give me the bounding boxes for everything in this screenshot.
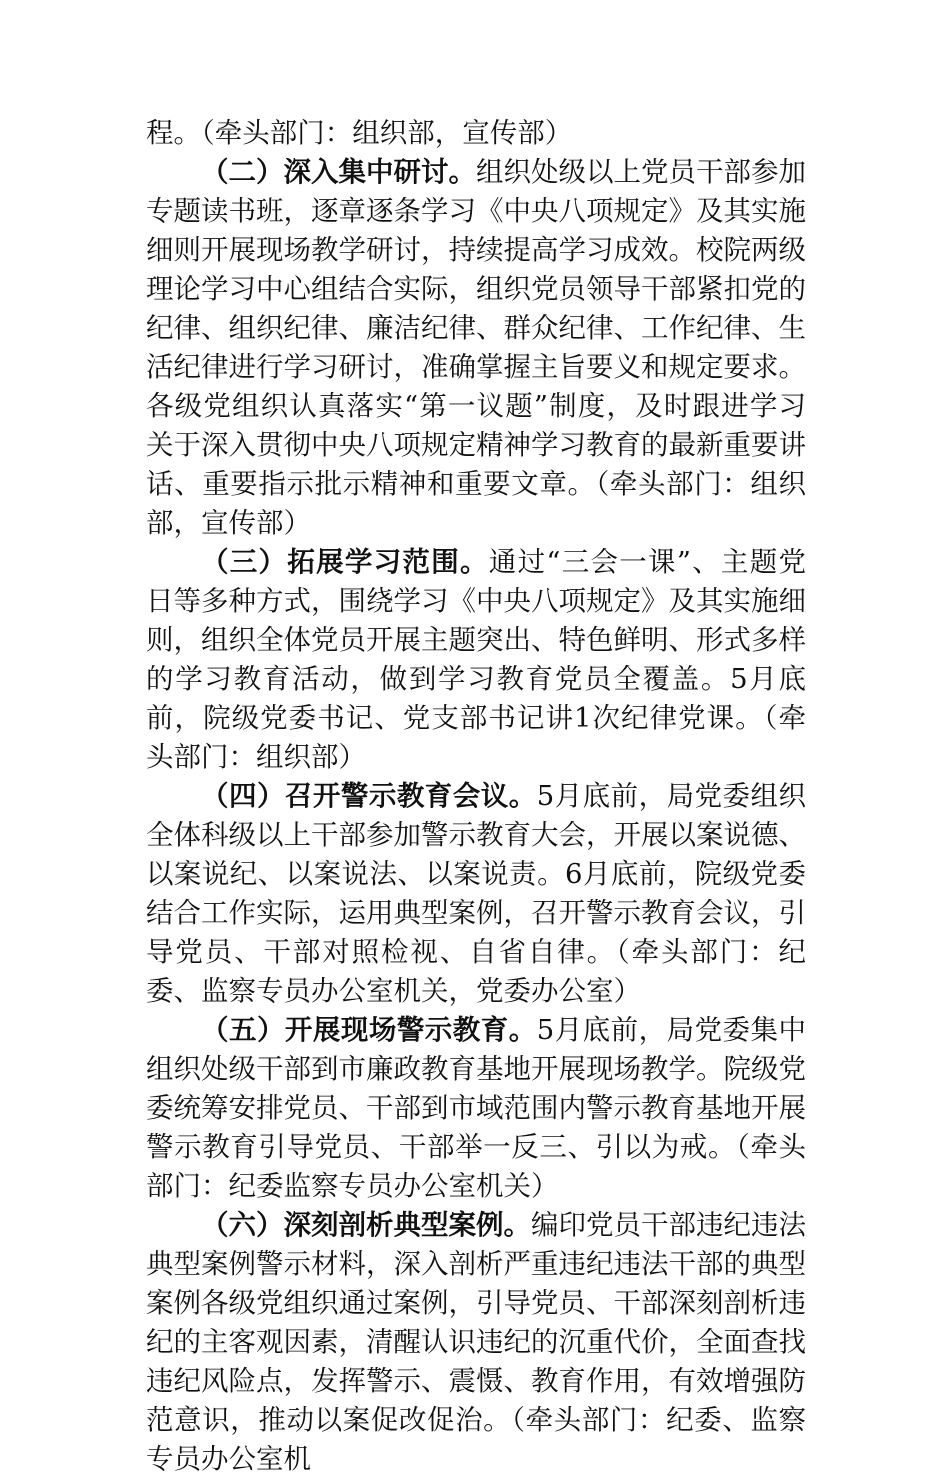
paragraph-section-6 bbox=[146, 1206, 806, 1479]
paragraph-body: 5月底前，局党委集中组织处级干部到市廉政教育基地开展现场教学。院级党委统筹安排党员、干部到市域范围内警示教育基地开展警示教育引导党员、干部举一反三、引以为戒。（牵头部门：纪委监察专员办公室机关） bbox=[146, 1014, 807, 1202]
paragraph-body: 组织处级以上党员干部参加专题读书班，逐章逐条学习《中央八项规定》及其实施细则开展现场教学研讨，持续提高学习成效。校院两级理论学习中心组结合实际，组织党员领导干部紧扣党的纪律、组织纪律、廉洁纪律、群众纪律、工作纪律、生活纪律进行学习研讨，准确掌握主旨要义和规定要求。各级党组织认真落实“第一议题”制度，及时跟进学习关于深入贯彻中央八项规定精神学习教育的最新重要讲话、重要指示批示精神和重要文章。（牵头部门：组织部，宣传部） bbox=[146, 156, 806, 539]
paragraph-section-4 bbox=[146, 777, 806, 1011]
section-heading: （二）深入集中研讨。 bbox=[201, 156, 476, 188]
paragraph-body: 5月底前，局党委组织全体科级以上干部参加警示教育大会，开展以案说德、以案说纪、以案说法、以案说责。6月底前，院级党委结合工作实际，运用典型案例，召开警示教育会议，引导党员、干部对照检视、自省自律。（牵头部门：纪委、监察专员办公室机关，党委办公室） bbox=[146, 780, 807, 1007]
paragraph-section-2 bbox=[146, 153, 806, 543]
paragraph-section-3 bbox=[146, 543, 806, 777]
section-heading: （三）拓展学习范围。 bbox=[201, 546, 489, 578]
section-heading: （六）深刻剖析典型案例。 bbox=[201, 1209, 531, 1241]
document-page bbox=[146, 114, 806, 1479]
section-heading: （四）召开警示教育会议。 bbox=[201, 780, 537, 812]
paragraph-continuation bbox=[146, 114, 806, 153]
paragraph-section-5 bbox=[146, 1011, 806, 1206]
paragraph-body: 编印党员干部违纪违法典型案例警示材料，深入剖析严重违纪违法干部的典型案例各级党组织通过案例，引导党员、干部深刻剖析违纪的主客观因素，清醒认识违纪的沉重代价，全面查找违纪风险点，发挥警示、震慑、教育作用，有效增强防范意识，推动以案促改促治。（牵头部门：纪委、监察专员办公室机 bbox=[146, 1209, 806, 1475]
paragraph-body: 程。（牵头部门：组织部，宣传部） bbox=[146, 117, 573, 149]
section-heading: （五）开展现场警示教育。 bbox=[201, 1014, 537, 1046]
paragraph-body: 通过“三会一课”、主题党日等多种方式，围绕学习《中央八项规定》及其实施细则，组织全体党员开展主题突出、特色鲜明、形式多样的学习教育活动，做到学习教育党员全覆盖。5月底前，院级党委书记、党支部书记讲1次纪律党课。（牵头部门：组织部） bbox=[146, 546, 806, 773]
